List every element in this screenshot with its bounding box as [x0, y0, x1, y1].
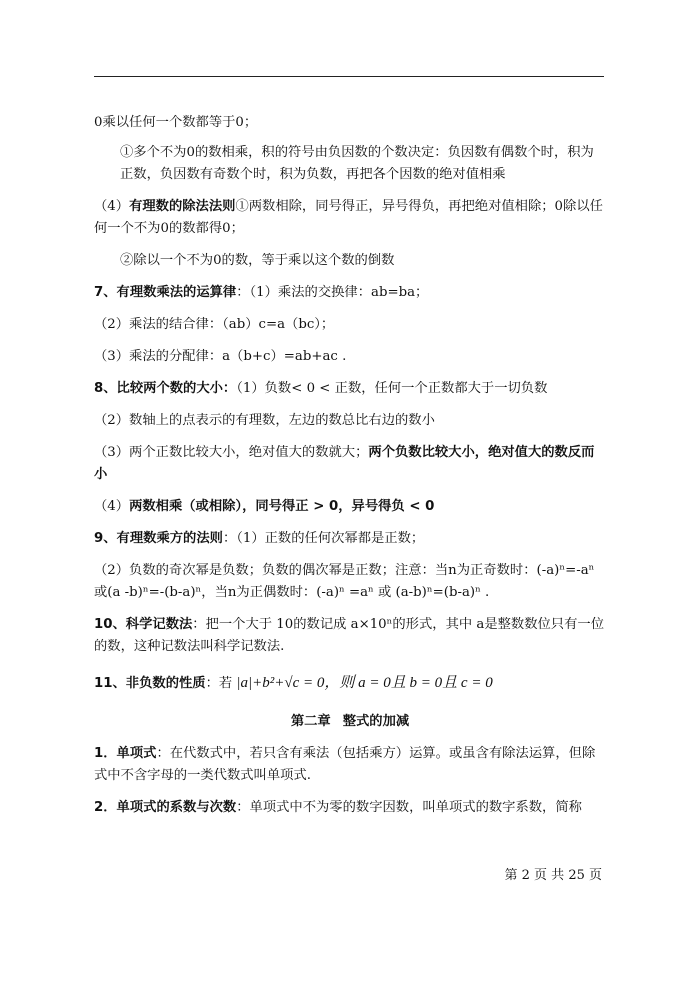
- heading-inline: 两个负数比较大小，绝对值大的数反而小: [94, 445, 595, 482]
- page-number: 第 2 页 共 25 页: [504, 868, 602, 883]
- heading-inline: 两数相乘（或相除），同号得正 > 0，异号得负 < 0: [129, 499, 435, 514]
- paragraph: [94, 112, 606, 134]
- heading-inline: 2．单项式的系数与次数: [94, 800, 237, 815]
- text: ：（1）乘法的交换律：ab=ba；: [236, 285, 429, 300]
- text: ：在代数式中，若只含有乘法（包括乘方）运算。或虽含有除法运算，但除式中不含字母的一类代数式叫单项式.: [94, 746, 596, 783]
- text: （2）数轴上的点表示的有理数，左边的数总比右边的数小: [94, 413, 435, 428]
- text: （3）两个正数比较大小，绝对值大的数就大；: [94, 445, 369, 460]
- page-body: [94, 112, 606, 829]
- paragraph: [94, 496, 606, 518]
- text: 0乘以任何一个数都等于0；: [94, 115, 258, 130]
- header-rule: [94, 76, 604, 77]
- paragraph: [94, 442, 606, 486]
- paragraph: [94, 528, 606, 550]
- paragraph: [94, 142, 606, 186]
- paragraph: [94, 314, 606, 336]
- heading-inline: 11、非负数的性质: [94, 676, 206, 691]
- text: ：（1）正数的任何次幂都是正数；: [222, 531, 425, 546]
- text: （4）: [94, 199, 130, 214]
- paragraph: [94, 797, 606, 819]
- text: ：若: [205, 676, 233, 691]
- text: （2）乘法的结合律：（ab）c=a（bc）；: [94, 317, 335, 332]
- text: ②除以一个不为0的数，等于乘以这个数的倒数: [120, 253, 395, 268]
- paragraph: [94, 196, 606, 240]
- formula: |a|+b²+√c = 0，则 a = 0且 b = 0且 c = 0: [236, 675, 493, 691]
- heading-inline: 8、比较两个数的大小：: [94, 381, 237, 396]
- heading-inline: 10、科学记数法: [94, 617, 193, 632]
- chapter-number: 第二章: [290, 714, 331, 729]
- text: ：把一个大于 10的数记成 a×10ⁿ的形式，其中 a是整数数位只有一位的数，这种记数法叫科学记数法.: [94, 617, 604, 654]
- heading-inline: 7、有理数乘法的运算律: [94, 285, 237, 300]
- paragraph: [94, 346, 606, 368]
- chapter-title: [94, 711, 606, 733]
- paragraph: [94, 672, 606, 695]
- paragraph: [94, 410, 606, 432]
- paragraph: [94, 560, 606, 604]
- text: ：单项式中不为零的数字因数，叫单项式的数字系数，简称: [236, 800, 582, 815]
- text: （4）: [94, 499, 130, 514]
- chapter-name: 整式的加减: [342, 714, 410, 729]
- paragraph: [94, 743, 606, 787]
- heading-inline: 1．单项式: [94, 746, 157, 761]
- heading-inline: 有理数的除法法则: [129, 199, 236, 214]
- paragraph: [94, 282, 606, 304]
- paragraph: [94, 378, 606, 400]
- paragraph: [94, 614, 606, 658]
- paragraph: [94, 250, 606, 272]
- text: （1）负数< 0 < 正数，任何一个正数都大于一切负数: [236, 381, 548, 396]
- heading-inline: 9、有理数乘方的法则: [94, 531, 223, 546]
- text: （2）负数的奇次幂是负数；负数的偶次幂是正数；注意：当n为正奇数时：(-a)ⁿ=-aⁿ或(a -b)ⁿ=-(b-a)ⁿ，当n为正偶数时：(-a)ⁿ =aⁿ 或 (a-b)ⁿ=(b-a)ⁿ .: [94, 563, 595, 600]
- text: ①多个不为0的数相乘，积的符号由负因数的个数决定：负因数有偶数个时，积为正数，负因数有奇数个时，积为负数，再把各个因数的绝对值相乘: [120, 145, 594, 182]
- text: ①两数相除，同号得正，异号得负，再把绝对值相除；0除以任何一个不为0的数都得0；: [94, 199, 603, 236]
- text: （3）乘法的分配律：a（b+c）=ab+ac .: [94, 349, 347, 364]
